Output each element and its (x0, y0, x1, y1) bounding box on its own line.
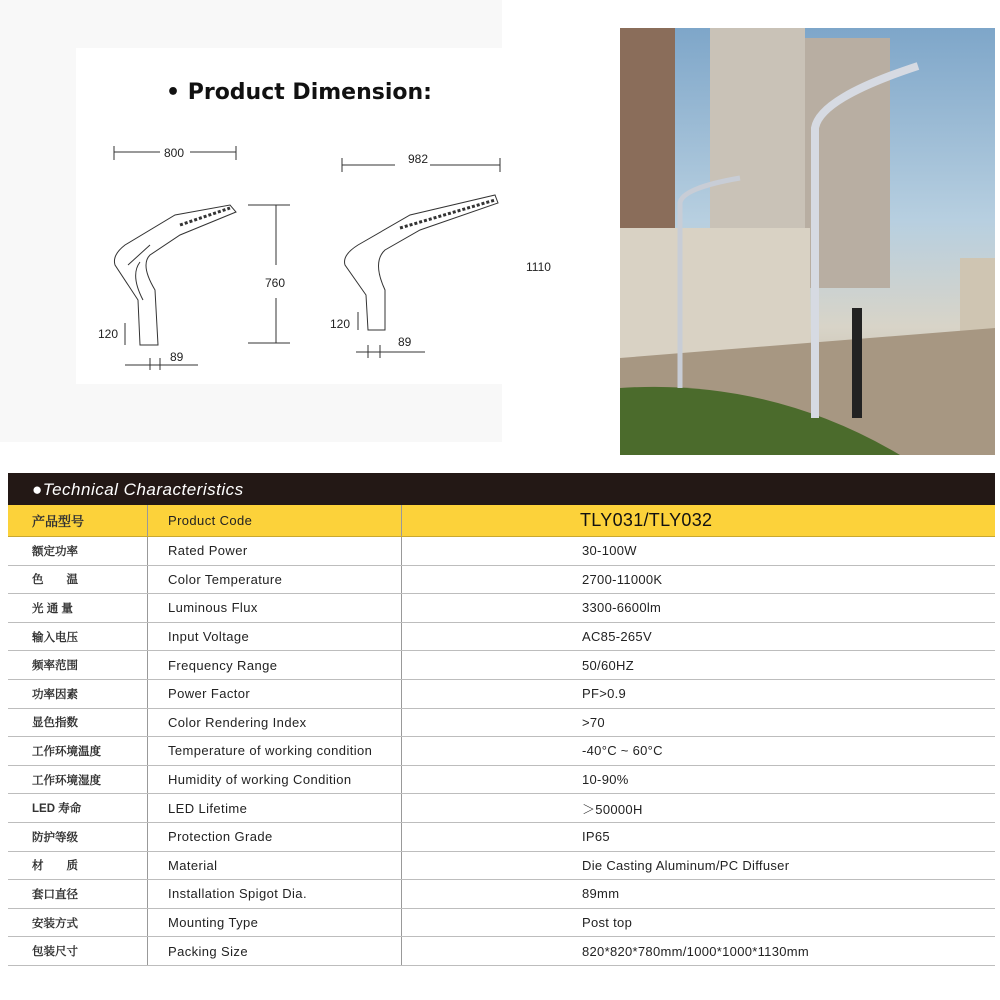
table-row (8, 823, 995, 852)
technical-characteristics-table (8, 473, 995, 966)
cell-cn: 包装尺寸 (8, 937, 148, 965)
cell-en: Color Rendering Index (148, 709, 402, 737)
cell-cn: 输入电压 (8, 623, 148, 651)
cell-cn: 安装方式 (8, 909, 148, 937)
dim-width-left: 800 (164, 146, 185, 160)
cell-en: Protection Grade (148, 823, 402, 851)
cell-value: 10-90% (582, 772, 629, 788)
dim-spigot-left: 89 (170, 350, 184, 364)
cell-value: IP65 (582, 829, 610, 845)
cell-cn: 光 通 量 (8, 594, 148, 622)
cell-en: Humidity of working Condition (148, 766, 402, 794)
dim-base-right: 120 (330, 317, 351, 331)
dimension-title: • Product Dimension: (166, 80, 432, 105)
cell-en: Power Factor (148, 680, 402, 708)
table-row (8, 594, 995, 623)
cell-cn: 功率因素 (8, 680, 148, 708)
dim-spigot-right: 89 (398, 335, 412, 349)
cell-value: Die Casting Aluminum/PC Diffuser (582, 857, 790, 873)
table-row (8, 737, 995, 766)
header-en: Product Code (148, 505, 402, 536)
cell-en: Packing Size (148, 937, 402, 965)
table-row (8, 537, 995, 566)
header-cn: 产品型号 (8, 505, 148, 536)
cell-en: Material (148, 852, 402, 880)
cell-value: 820*820*780mm/1000*1000*1130mm (582, 943, 810, 959)
table-row (8, 709, 995, 738)
cell-value: 50/60HZ (582, 657, 634, 673)
dim-base-left: 120 (98, 327, 119, 341)
table-row (8, 852, 995, 881)
cell-value: ＞50000H (582, 801, 643, 817)
cell-en: Installation Spigot Dia. (148, 880, 402, 908)
cell-value: >70 (582, 714, 605, 730)
cell-en: Rated Power (148, 537, 402, 565)
table-row (8, 680, 995, 709)
dim-height-right: 1110 (526, 260, 551, 274)
header-value: TLY031/TLY032 (580, 510, 713, 530)
cell-cn: 材 质 (8, 852, 148, 880)
dimension-drawing (0, 0, 502, 442)
cell-value: 2700-11000K (582, 571, 663, 587)
cell-cn: 频率范围 (8, 651, 148, 679)
cell-cn: 工作环境湿度 (8, 766, 148, 794)
dim-width-right: 982 (408, 152, 429, 166)
dim-height-left: 760 (265, 276, 286, 290)
cell-cn: 套口直径 (8, 880, 148, 908)
cell-en: Input Voltage (148, 623, 402, 651)
cell-value: AC85-265V (582, 629, 652, 645)
table-row (8, 766, 995, 795)
cell-cn: 色 温 (8, 566, 148, 594)
cell-value: 89mm (582, 886, 620, 902)
cell-en: Temperature of working condition (148, 737, 402, 765)
product-photo (620, 28, 995, 455)
table-row (8, 623, 995, 652)
table-row (8, 937, 995, 966)
cell-value: 3300-6600lm (582, 600, 662, 616)
table-row (8, 566, 995, 595)
cell-value: PF>0.9 (582, 686, 627, 702)
cell-value: -40°C ~ 60°C (582, 743, 663, 759)
cell-value: 30-100W (582, 543, 637, 559)
cell-en: LED Lifetime (148, 794, 402, 822)
cell-value: Post top (582, 915, 633, 931)
cell-en: Frequency Range (148, 651, 402, 679)
table-row (8, 651, 995, 680)
cell-cn: 工作环境温度 (8, 737, 148, 765)
cell-en: Mounting Type (148, 909, 402, 937)
cell-cn: 额定功率 (8, 537, 148, 565)
cell-cn: LED 寿命 (8, 794, 148, 822)
cell-en: Color Temperature (148, 566, 402, 594)
table-header-row (8, 505, 995, 537)
cell-en: Luminous Flux (148, 594, 402, 622)
cell-cn: 显色指数 (8, 709, 148, 737)
cell-cn: 防护等级 (8, 823, 148, 851)
table-row (8, 909, 995, 938)
product-dimension-panel (0, 0, 551, 442)
table-title: ●Technical Characteristics (8, 473, 995, 505)
table-row (8, 794, 995, 823)
table-row (8, 880, 995, 909)
